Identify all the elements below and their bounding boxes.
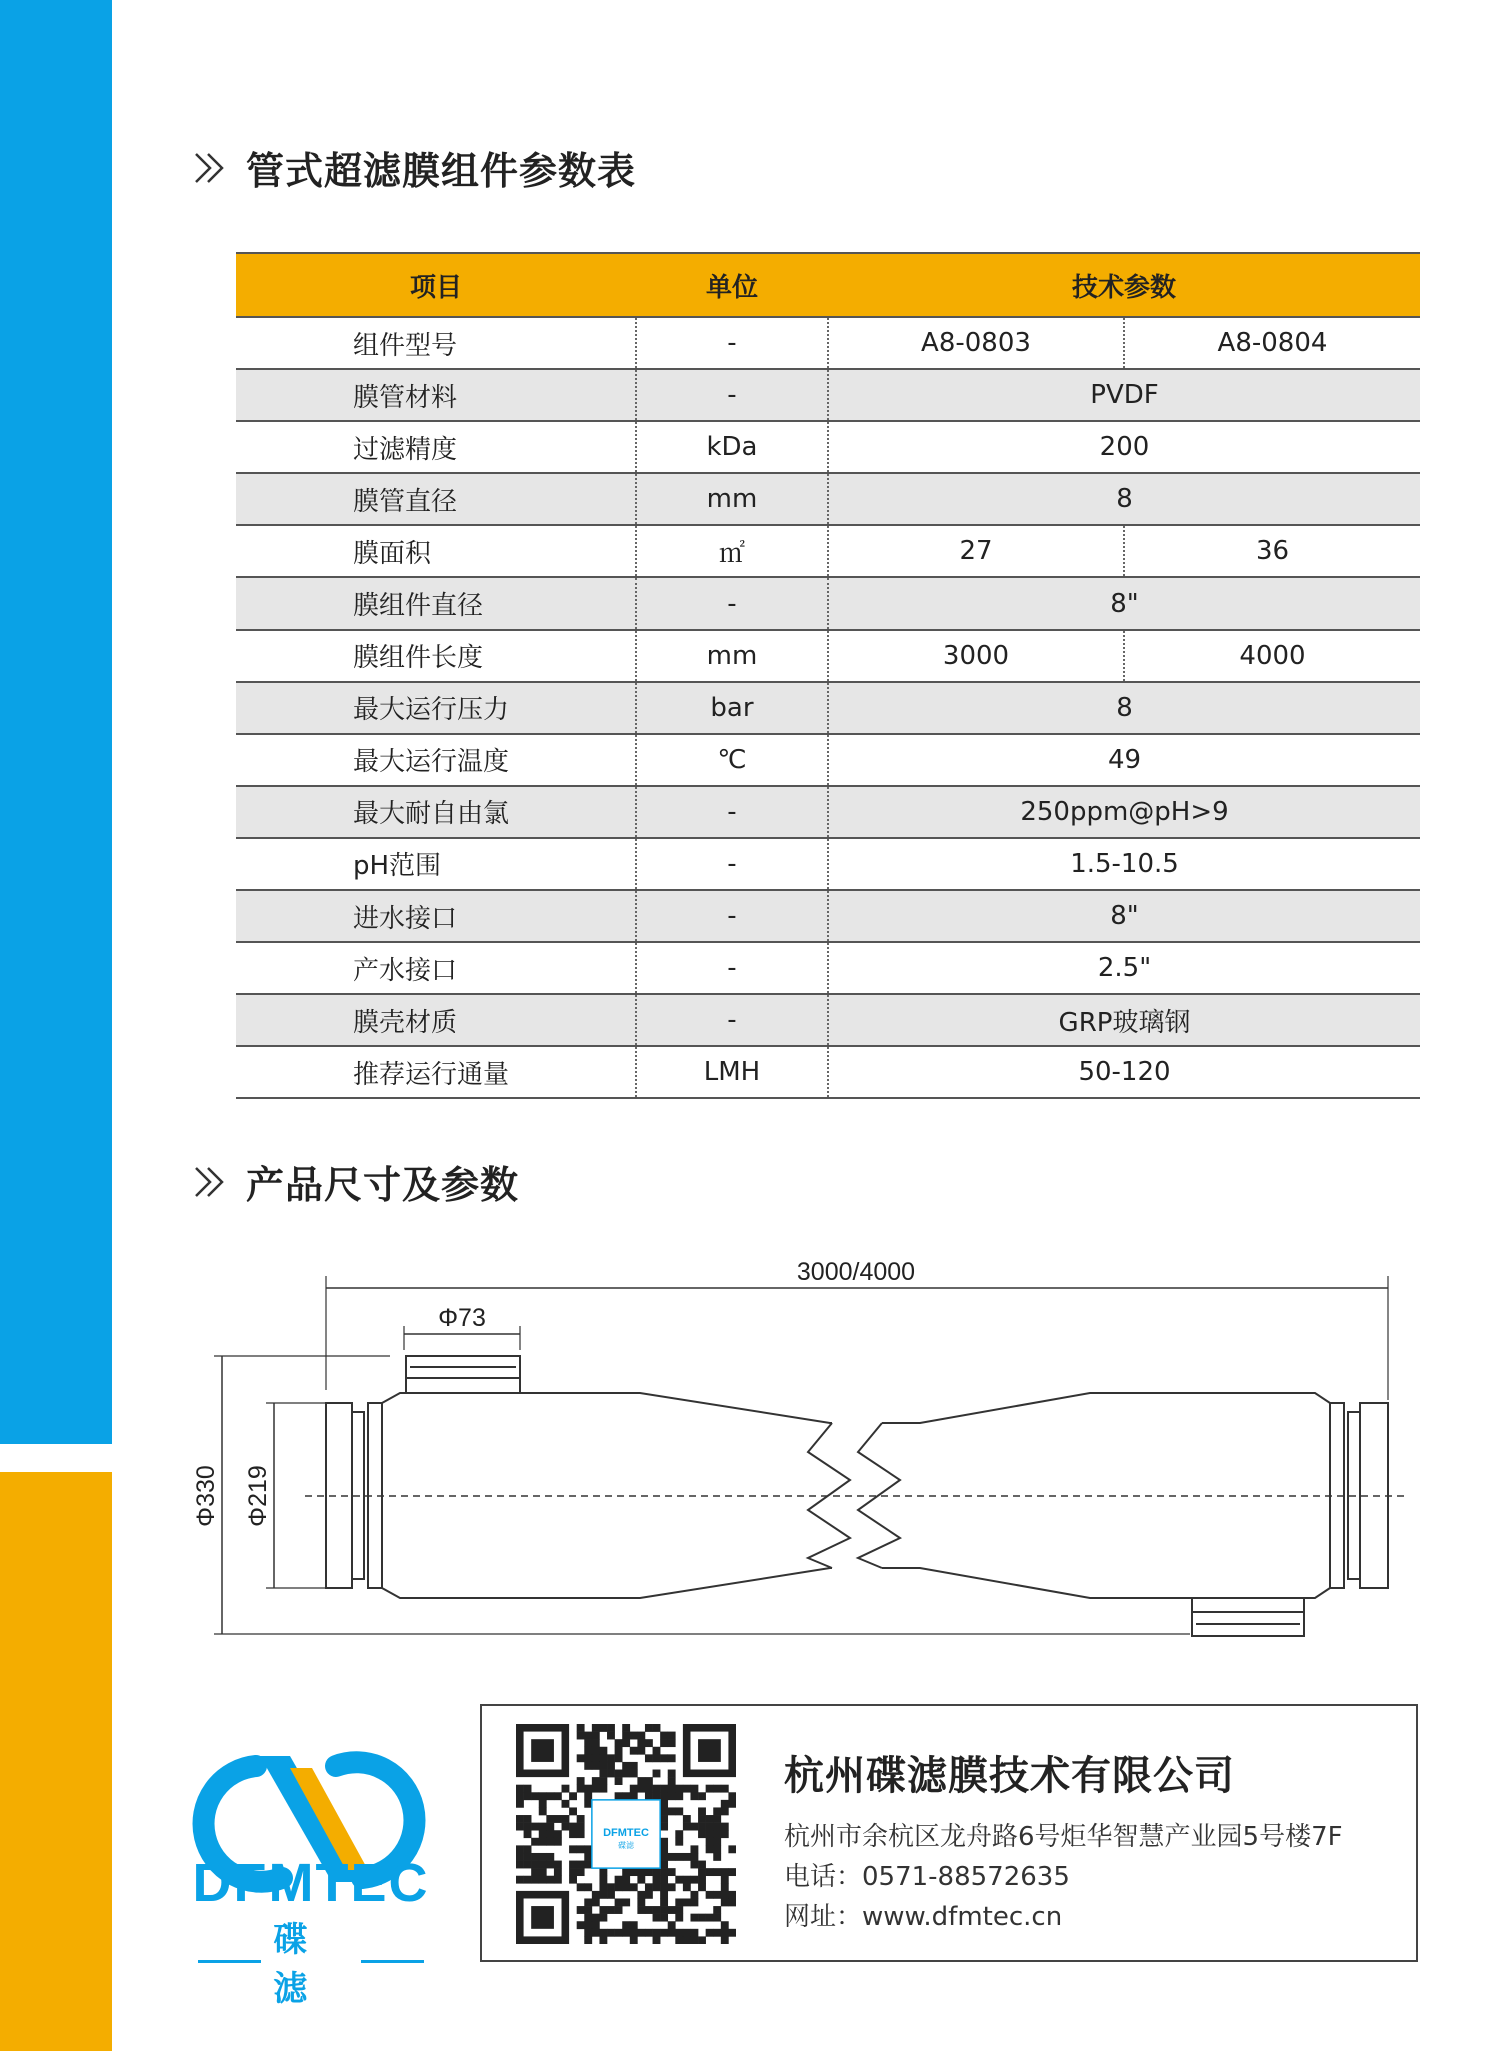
row-item: 膜管直径 <box>236 473 636 525</box>
row-item: 最大运行压力 <box>236 682 636 734</box>
row-item: 推荐运行通量 <box>236 1046 636 1098</box>
header-tech-params: 技术参数 <box>828 253 1420 317</box>
row-unit: LMH <box>636 1046 828 1098</box>
table-row <box>236 473 1420 525</box>
row-unit: ㎡ <box>636 525 828 577</box>
row-value: 49 <box>828 734 1420 786</box>
header-item: 项目 <box>236 253 636 317</box>
row-item: 过滤精度 <box>236 421 636 473</box>
row-value: A8-0803 <box>828 317 1124 369</box>
table-header-row <box>236 253 1420 317</box>
section-title-text: 管式超滤膜组件参数表 <box>246 149 637 193</box>
double-chevron-icon <box>192 151 236 185</box>
brand-name-cn-text: 碟滤 <box>273 1920 312 2009</box>
qr-logo-text: DFMTEC <box>603 1827 649 1839</box>
port-dia-label: Φ73 <box>438 1304 486 1332</box>
left-body-bottom <box>382 1568 832 1598</box>
module-dimension-drawing <box>190 1240 1440 1650</box>
row-value: 2.5" <box>828 942 1420 994</box>
row-item: 最大耐自由氯 <box>236 786 636 838</box>
table-row <box>236 838 1420 890</box>
qr-code[interactable] <box>516 1724 736 1944</box>
row-value: 8 <box>828 473 1420 525</box>
row-item: 膜组件直径 <box>236 577 636 629</box>
table-row <box>236 630 1420 682</box>
row-item: 组件型号 <box>236 317 636 369</box>
table-row <box>236 682 1420 734</box>
company-website[interactable]: 网址：www.dfmtec.cn <box>784 1902 1063 1932</box>
row-unit: - <box>636 786 828 838</box>
row-unit: mm <box>636 473 828 525</box>
side-bar-blue <box>0 0 112 1444</box>
row-value: PVDF <box>828 369 1420 421</box>
contact-box <box>480 1704 1418 1962</box>
row-unit: bar <box>636 682 828 734</box>
row-item: 最大运行温度 <box>236 734 636 786</box>
row-unit: - <box>636 577 828 629</box>
row-unit: mm <box>636 630 828 682</box>
section-title-text: 产品尺寸及参数 <box>246 1163 520 1207</box>
company-name: 杭州碟滤膜技术有限公司 <box>784 1753 1235 1799</box>
row-unit: - <box>636 890 828 942</box>
brand-name-en: DFMTEC <box>192 1853 430 1913</box>
row-value: A8-0804 <box>1124 317 1420 369</box>
left-body-top <box>382 1393 832 1423</box>
side-bar-orange <box>0 1472 112 2051</box>
row-item: 进水接口 <box>236 890 636 942</box>
row-value: 8 <box>828 682 1420 734</box>
row-value: GRP玻璃钢 <box>828 994 1420 1046</box>
row-item: 膜组件长度 <box>236 630 636 682</box>
row-item: 产水接口 <box>236 942 636 994</box>
header-unit: 单位 <box>636 253 828 317</box>
row-value: 50-120 <box>828 1046 1420 1098</box>
table-row <box>236 369 1420 421</box>
params-table <box>236 252 1420 1099</box>
section-title-params <box>192 140 636 195</box>
company-address: 杭州市余杭区龙舟路6号炬华智慧产业园5号楼7F <box>784 1822 1343 1852</box>
outer-dia-label: Φ330 <box>192 1465 220 1527</box>
row-value: 1.5-10.5 <box>828 838 1420 890</box>
row-unit: kDa <box>636 421 828 473</box>
row-value: 8" <box>828 577 1420 629</box>
row-unit: - <box>636 942 828 994</box>
row-value: 4000 <box>1124 630 1420 682</box>
row-unit: - <box>636 838 828 890</box>
table-row <box>236 525 1420 577</box>
row-item: pH范围 <box>236 838 636 890</box>
table-row <box>236 317 1420 369</box>
row-value: 3000 <box>828 630 1124 682</box>
inner-dia-label: Φ219 <box>244 1465 272 1527</box>
row-item: 膜壳材质 <box>236 994 636 1046</box>
permeate-port <box>1192 1598 1304 1612</box>
table-row <box>236 786 1420 838</box>
table-row <box>236 734 1420 786</box>
right-body-top <box>882 1393 1330 1423</box>
table-row <box>236 577 1420 629</box>
right-body-bottom <box>882 1568 1330 1598</box>
row-value: 200 <box>828 421 1420 473</box>
table-row <box>236 1046 1420 1098</box>
row-item: 膜面积 <box>236 525 636 577</box>
company-phone: 电话：0571-88572635 <box>784 1862 1070 1892</box>
length-label: 3000/4000 <box>796 1258 916 1286</box>
row-item: 膜管材料 <box>236 369 636 421</box>
row-value: 27 <box>828 525 1124 577</box>
table-row <box>236 994 1420 1046</box>
row-unit: - <box>636 994 828 1046</box>
double-chevron-icon <box>192 1165 236 1199</box>
row-value: 8" <box>828 890 1420 942</box>
brand-name-cn <box>186 1912 436 2010</box>
row-unit: - <box>636 369 828 421</box>
section-title-dimensions <box>192 1154 519 1209</box>
table-row <box>236 942 1420 994</box>
qr-logo-cn-text: 碟滤 <box>618 1841 634 1850</box>
table-row <box>236 890 1420 942</box>
row-unit: - <box>636 317 828 369</box>
row-value: 250ppm@pH>9 <box>828 786 1420 838</box>
row-unit: ℃ <box>636 734 828 786</box>
row-value: 36 <box>1124 525 1420 577</box>
table-row <box>236 421 1420 473</box>
